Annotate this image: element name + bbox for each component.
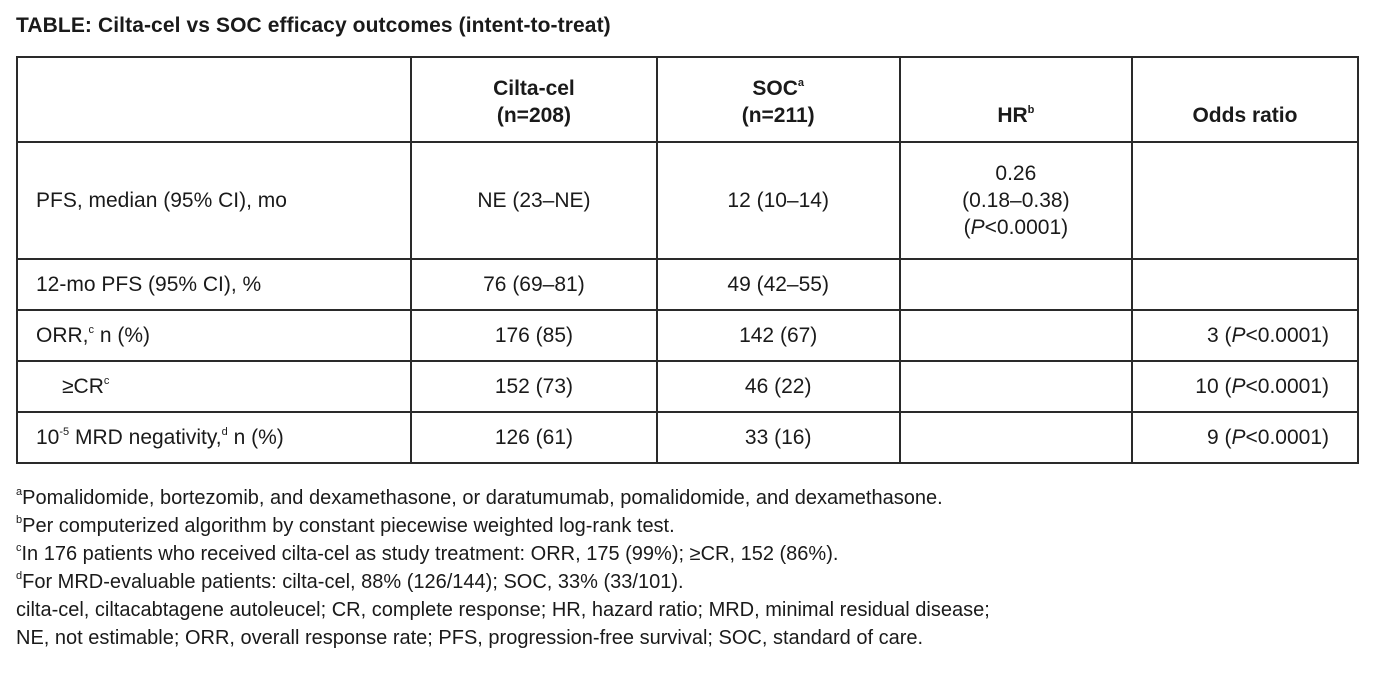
header-soc-footnote-mark: a (797, 77, 804, 89)
table-caption: TABLE: Cilta-cel vs SOC efficacy outcomes (intent-to-treat) (16, 14, 611, 37)
cell-cilta: 76 (69–81) (411, 259, 656, 310)
cell-hr (900, 259, 1132, 310)
footnote-mark: c (103, 375, 110, 387)
or-p-value: <0.0001) (1245, 375, 1329, 398)
table-row-pfs-12mo (17, 259, 1358, 310)
cell-cilta: NE (23–NE) (411, 142, 656, 259)
table-row-cr (17, 361, 1358, 412)
efficacy-table (16, 56, 1359, 464)
row-label-rest: n (%) (94, 324, 151, 347)
cell-hr (900, 310, 1132, 361)
cell-hr (900, 142, 1132, 259)
footnote-text: In 176 patients who received cilta-cel as study treatment: ORR, 175 (99%); ≥CR, 152 (86%). (21, 543, 839, 565)
exponent: -5 (59, 426, 70, 438)
cell-soc: 142 (67) (657, 310, 900, 361)
hr-p-open: ( (963, 216, 971, 239)
hr-ci: (0.18–0.38) (962, 189, 1070, 212)
row-label-rest: n (%) (227, 426, 284, 449)
header-soc-n: (n=211) (741, 104, 815, 127)
row-label: 12-mo PFS (95% CI), % (17, 259, 411, 310)
header-cilta-cel (411, 57, 656, 142)
abbreviations-line-2: NE, not estimable; ORR, overall response rate; PFS, progression-free survival; SOC, standard of care. (16, 627, 924, 649)
footnote-text: For MRD-evaluable patients: cilta-cel, 88% (126/144); SOC, 33% (33/101). (22, 571, 684, 593)
footnote-mark: c (88, 324, 94, 336)
cell-soc: 49 (42–55) (657, 259, 900, 310)
cell-soc: 33 (16) (657, 412, 900, 463)
footnote-d (16, 568, 990, 596)
row-label-main: ORR, (36, 324, 89, 347)
row-label (17, 310, 411, 361)
header-hr-name: HR (997, 104, 1028, 127)
row-label-main: ≥CR (62, 375, 104, 398)
header-soc (657, 57, 900, 142)
or-p-letter: P (1231, 324, 1246, 347)
hr-p-letter: P (970, 216, 985, 239)
header-or-name: Odds ratio (1192, 104, 1298, 127)
cell-soc: 46 (22) (657, 361, 900, 412)
footnote-c (16, 540, 990, 568)
or-p-letter: P (1231, 426, 1246, 449)
header-hr (900, 57, 1132, 142)
footnote-text: Per computerized algorithm by constant piecewise weighted log-rank test. (22, 515, 675, 537)
footnote-mark: d (221, 426, 228, 438)
header-cilta-n: (n=208) (496, 104, 571, 127)
cell-odds-ratio (1132, 259, 1358, 310)
footnotes (16, 484, 990, 652)
cell-hr (900, 361, 1132, 412)
cell-cilta: 152 (73) (411, 361, 656, 412)
footnote-mark: c (16, 542, 22, 554)
row-label-main: MRD negativity, (69, 426, 222, 449)
footnote-text: Pomalidomide, bortezomib, and dexamethasone, or daratumumab, pomalidomide, and dexamethasone. (22, 487, 943, 509)
header-soc-name: SOC (752, 77, 798, 100)
abbreviations-line-1: cilta-cel, ciltacabtagene autoleucel; CR, complete response; HR, hazard ratio; MRD, minimal residual disease; (16, 599, 990, 621)
row-label-base: 10 (36, 426, 60, 449)
footnote-mark: a (16, 486, 23, 498)
hr-p-value: <0.0001) (984, 216, 1069, 239)
row-label: PFS, median (95% CI), mo (17, 142, 411, 259)
header-hr-footnote-mark: b (1027, 104, 1035, 116)
or-p-value: <0.0001) (1245, 426, 1329, 449)
table-header-row (17, 57, 1358, 142)
or-p-letter: P (1231, 375, 1246, 398)
header-empty-cell (17, 57, 411, 142)
cell-odds-ratio (1132, 361, 1358, 412)
table-row-orr (17, 310, 1358, 361)
cell-odds-ratio (1132, 142, 1358, 259)
table-row-pfs-median (17, 142, 1358, 259)
row-label (17, 361, 411, 412)
table-row-mrd (17, 412, 1358, 463)
hr-value: 0.26 (995, 162, 1037, 185)
or-p-value: <0.0001) (1245, 324, 1329, 347)
header-cilta-name: Cilta-cel (493, 77, 575, 100)
cell-hr (900, 412, 1132, 463)
or-value: 9 ( (1206, 426, 1232, 449)
cell-odds-ratio (1132, 412, 1358, 463)
footnote-a (16, 484, 990, 512)
or-value: 10 ( (1195, 375, 1232, 398)
header-odds-ratio (1132, 57, 1358, 142)
cell-cilta: 176 (85) (411, 310, 656, 361)
footnote-mark: d (16, 570, 23, 582)
cell-soc: 12 (10–14) (657, 142, 900, 259)
cell-odds-ratio (1132, 310, 1358, 361)
or-value: 3 ( (1206, 324, 1232, 347)
cell-cilta: 126 (61) (411, 412, 656, 463)
row-label (17, 412, 411, 463)
footnote-mark: b (16, 514, 23, 526)
footnote-b (16, 512, 990, 540)
